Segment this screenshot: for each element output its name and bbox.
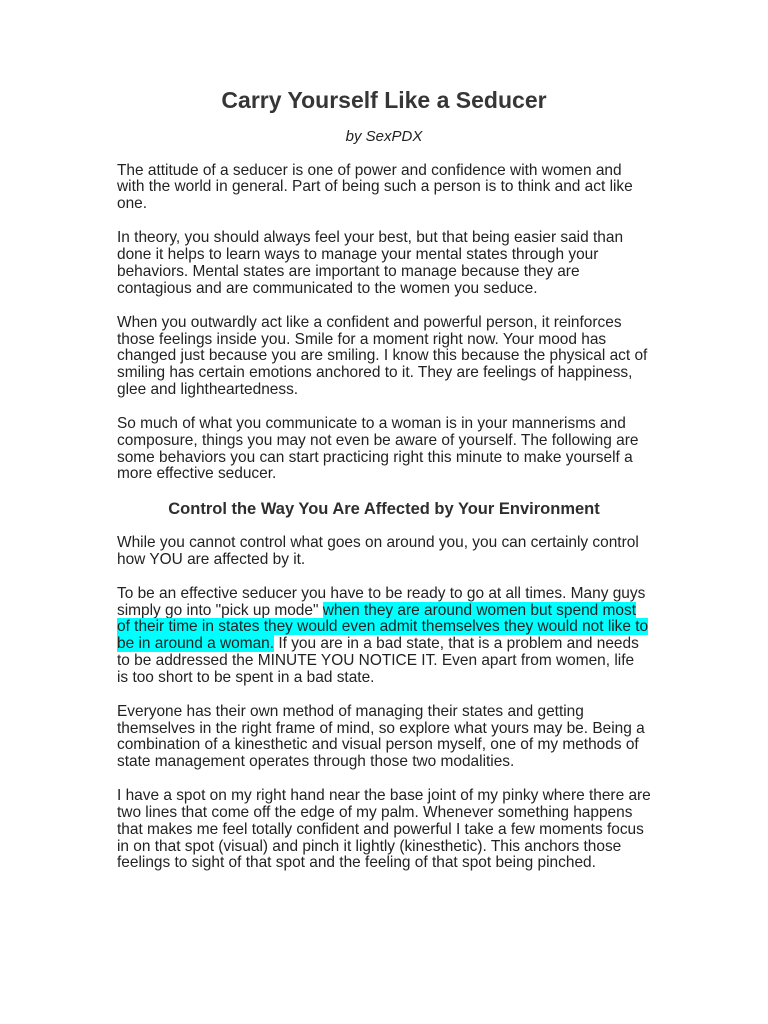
paragraph-line: smiling has certain emotions anchored to it. They are feelings of happiness, (117, 364, 633, 382)
paragraph-line: some behaviors you can start practicing right this minute to make yourself a (117, 448, 633, 466)
paragraph-line: feelings to sight of that spot and the feeling of that spot being pinched. (117, 854, 596, 872)
section-heading: Control the Way You Are Affected by Your Environment (168, 499, 600, 518)
highlighted-text: of their time in states they would even admit themselves they would not like to (117, 618, 649, 636)
paragraph-line (117, 636, 651, 653)
text-segment: to be addressed the MINUTE YOU NOTICE IT. Even apart from women, life (117, 651, 635, 669)
paragraph-line: changed just because you are smiling. I know this because the physical act of (117, 347, 648, 365)
paragraph-line: When you outwardly act like a confident and powerful person, it reinforces (117, 313, 622, 331)
paragraph-line: In theory, you should always feel your best, but that being easier said than (117, 229, 624, 247)
paragraph-line (117, 619, 651, 636)
paragraph-line: composure, things you may not even be aware of yourself. The following are (117, 431, 639, 449)
paragraph-line: I have a spot on my right hand near the base joint of my pinky where there are (117, 787, 651, 805)
paragraph-line: two lines that come off the edge of my palm. Whenever something happens (117, 804, 633, 822)
text-segment: If you are in a bad state, that is a problem and needs (274, 635, 639, 653)
byline: by SexPDX (345, 128, 423, 145)
highlighted-text: when they are around women but spend most (322, 601, 636, 619)
text-segment: simply go into "pick up mode" (117, 601, 323, 619)
paragraph-line: more effective seducer. (117, 465, 277, 483)
paragraph-line: that makes me feel totally confident and powerful I take a few moments focus (117, 820, 644, 838)
paragraph-line: behaviors. Mental states are important to manage because they are (117, 262, 580, 280)
paragraph-line: how YOU are affected by it. (117, 550, 306, 568)
paragraph (117, 704, 651, 771)
paragraph (117, 535, 651, 569)
paragraph-line: themselves in the right frame of mind, so explore what yours may be. Being a (117, 719, 645, 737)
paragraph (117, 315, 651, 399)
document-body (117, 163, 651, 890)
paragraph-line: one. (117, 195, 148, 213)
paragraph-line: glee and lightheartedness. (117, 380, 299, 398)
paragraph-line: state management operates through those two modalities. (117, 753, 515, 771)
document-title: Carry Yourself Like a Seducer (221, 87, 547, 113)
text-segment: is too short to be spent in a bad state. (117, 668, 375, 686)
paragraph-line (117, 653, 651, 670)
paragraph-line (117, 670, 651, 687)
paragraph-line: combination of a kinesthetic and visual person myself, one of my methods of (117, 736, 639, 754)
paragraph-line: The attitude of a seducer is one of power and confidence with women and (117, 161, 622, 179)
paragraph-line (117, 586, 651, 603)
paragraph-line: with the world in general. Part of being such a person is to think and act like (117, 178, 633, 196)
paragraph-line: Everyone has their own method of managing their states and getting (117, 702, 584, 720)
paragraph-line: So much of what you communicate to a woman is in your mannerisms and (117, 415, 626, 433)
highlighted-text: be in around a woman. (117, 635, 275, 653)
paragraph (117, 230, 651, 297)
paragraph-line: in on that spot (visual) and pinch it lightly (kinesthetic). This anchors those (117, 837, 622, 855)
paragraph (117, 586, 651, 687)
paragraph-line: While you cannot control what goes on around you, you can certainly control (117, 533, 639, 551)
paragraph (117, 788, 651, 872)
paragraph-line: done it helps to learn ways to manage your mental states through your (117, 246, 599, 264)
paragraph-line: contagious and are communicated to the women you seduce. (117, 279, 538, 297)
text-segment: To be an effective seducer you have to be ready to go at all times. Many guys (117, 584, 646, 602)
paragraph (117, 163, 651, 213)
paragraph-line (117, 603, 651, 620)
paragraph (117, 416, 651, 483)
paragraph-line: those feelings inside you. Smile for a moment right now. Your mood has (117, 330, 607, 348)
